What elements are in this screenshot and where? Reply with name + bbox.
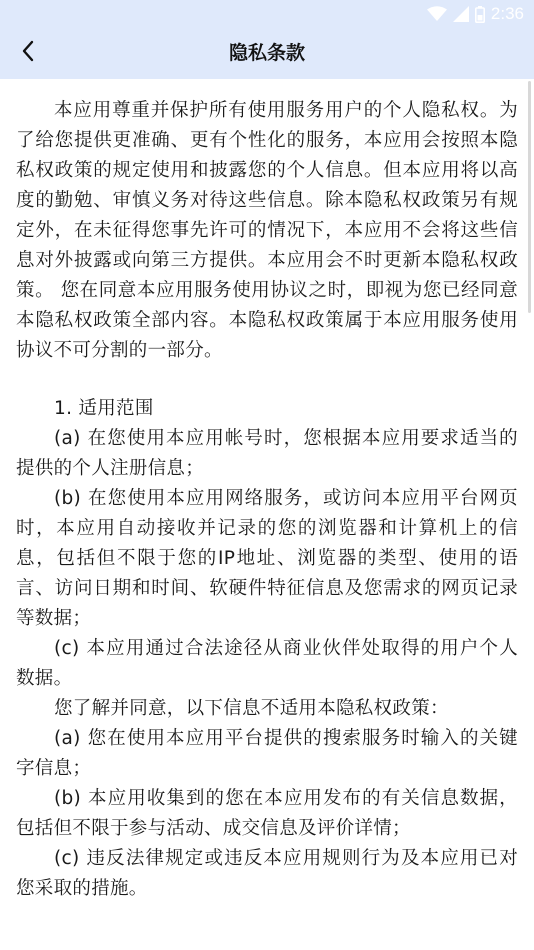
status-icons xyxy=(427,3,524,25)
scope-item-c: (c) 本应用通过合法途径从商业伙伴处取得的用户个人数据。 xyxy=(16,638,518,689)
exclusion-item-c: (c) 违反法律规定或违反本应用规则行为及本应用已对您采取的措施。 xyxy=(16,848,518,899)
scrollbar-thumb[interactable] xyxy=(528,81,531,313)
status-time: 2:36 xyxy=(490,4,524,23)
exclusion-intro: 您了解并同意，以下信息不适用本隐私权政策： xyxy=(54,698,449,719)
wifi-icon xyxy=(427,6,447,22)
app-bar xyxy=(0,27,534,79)
exclusion-item-a: (a) 您在使用本应用平台提供的搜索服务时输入的关键字信息； xyxy=(16,728,518,779)
back-button[interactable] xyxy=(6,31,50,75)
back-arrow-icon xyxy=(21,40,35,66)
signal-icon xyxy=(453,6,469,22)
status-bar xyxy=(0,0,534,27)
page-title: 隐私条款 xyxy=(228,42,305,64)
section-title: 1. 适用范围 xyxy=(54,398,154,419)
privacy-content[interactable] xyxy=(0,79,534,950)
scope-item-a: (a) 在您使用本应用帐号时，您根据本应用要求适当的提供的个人注册信息； xyxy=(16,428,518,479)
intro-paragraph: 本应用尊重并保护所有使用服务用户的个人隐私权。为了给您提供更准确、更有个性化的服务，本应用会按照本隐私权政策的规定使用和披露您的个人信息。但本应用将以高度的勤勉、审慎义务对待这些信息。除本隐私权政策另有规定外，在未征得您事先许可的情况下，本应用不会将这些信息对外披露或向第三方提供。本应用会不时更新本隐私权政策。 您在同意本应用服务使用协议之时，即视为您已经同意本隐私权政策全部内容。本隐私权政策属于本应用服务使用协议不可分割的一部分。 xyxy=(16,100,518,361)
scope-item-b: (b) 在您使用本应用网络服务，或访问本应用平台网页时，本应用自动接收并记录的您的浏览器和计算机上的信息，包括但不限于您的IP地址、浏览器的类型、使用的语言、访问日期和时间、软硬件特征信息及您需求的网页记录等数据； xyxy=(16,488,518,629)
exclusion-item-b: (b) 本应用收集到的您在本应用发布的有关信息数据，包括但不限于参与活动、成交信息及评价详情； xyxy=(16,788,518,839)
battery-icon xyxy=(475,6,485,23)
